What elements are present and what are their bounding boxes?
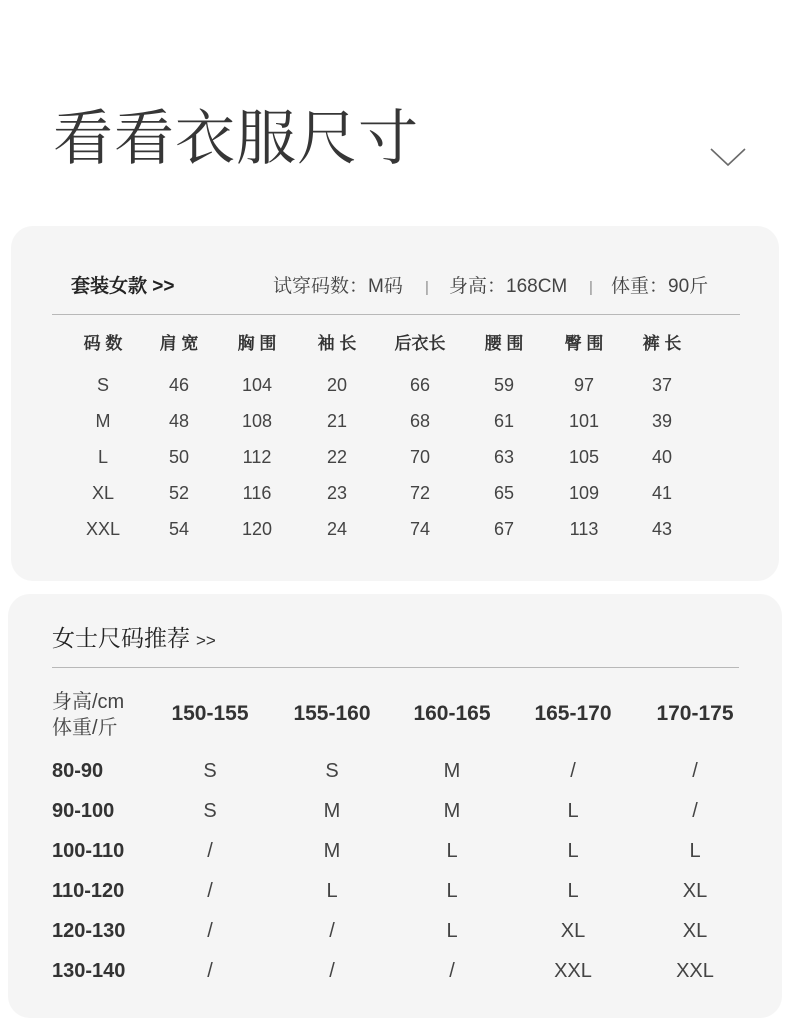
table-cell: S <box>325 760 339 782</box>
table-header-cell: 155-160 <box>293 702 371 725</box>
table-header-cell: 肩 宽 <box>159 334 199 353</box>
divider <box>52 314 740 315</box>
table-cell: 70 <box>409 447 431 467</box>
table-cell: S <box>203 760 217 782</box>
fit-size-info: 试穿码数：M码 <box>273 276 403 297</box>
recommendation-title-suffix: >> <box>196 631 216 650</box>
table-row <box>11 483 779 503</box>
table-cell: 63 <box>493 447 515 467</box>
table-cell: S <box>203 800 217 822</box>
table-cell: 113 <box>569 519 599 539</box>
table-cell: 120 <box>241 519 273 539</box>
size-table-title: 套装女款 >> <box>71 276 175 297</box>
table-cell: / <box>329 920 335 942</box>
size-recommendation-card <box>8 594 782 1018</box>
table-cell: 108 <box>241 411 273 431</box>
row-label: 130-140 <box>52 960 126 982</box>
table-cell: 67 <box>493 519 515 539</box>
table-cell: 20 <box>326 375 348 395</box>
table-cell: 37 <box>651 375 673 395</box>
row-label: 120-130 <box>52 920 126 942</box>
table-cell: L <box>446 840 458 862</box>
table-cell: 52 <box>168 483 190 503</box>
table-cell: 43 <box>651 519 673 539</box>
table-cell: 48 <box>168 411 190 431</box>
table-row <box>8 879 782 903</box>
table-cell: 41 <box>651 483 673 503</box>
table-header-cell: 裤 长 <box>642 334 682 353</box>
table-cell: S <box>96 375 109 395</box>
table-header-cell: 码 数 <box>83 334 123 353</box>
table-cell: / <box>207 840 213 862</box>
table-cell: 68 <box>409 411 431 431</box>
table-cell: / <box>207 920 213 942</box>
fit-height-info: 身高：168CM <box>449 276 568 297</box>
table-header-row <box>11 334 779 354</box>
table-cell: / <box>329 960 335 982</box>
table-cell: / <box>449 960 455 982</box>
table-cell: XXL <box>554 960 592 982</box>
table-cell: 109 <box>568 483 600 503</box>
corner-header-weight: 体重/斤 <box>52 717 118 739</box>
table-cell: 72 <box>409 483 431 503</box>
corner-header-height: 身高/cm <box>52 691 125 713</box>
table-cell: L <box>689 840 701 862</box>
recommendation-title-wrap <box>52 625 216 654</box>
recommendation-title: 女士尺码推荐 <box>52 625 190 651</box>
table-cell: 105 <box>568 447 600 467</box>
table-cell: M <box>95 411 111 431</box>
table-cell: 22 <box>326 447 348 467</box>
table-header-cell: 后衣长 <box>394 334 446 353</box>
table-cell: 104 <box>241 375 273 395</box>
table-header-cell: 腰 围 <box>484 334 524 353</box>
table-cell: XL <box>682 880 708 902</box>
table-cell: 46 <box>168 375 190 395</box>
table-cell: 116 <box>242 483 272 503</box>
table-row <box>8 919 782 943</box>
divider <box>52 667 739 668</box>
table-cell: 59 <box>493 375 515 395</box>
row-label: 80-90 <box>52 760 104 782</box>
table-cell: XXL <box>85 519 121 539</box>
row-label: 90-100 <box>52 800 115 822</box>
table-cell: M <box>323 840 341 862</box>
table-cell: 101 <box>568 411 600 431</box>
table-cell: 74 <box>409 519 431 539</box>
table-cell: L <box>326 880 338 902</box>
table-row <box>11 411 779 431</box>
table-cell: XXL <box>676 960 714 982</box>
row-label: 110-120 <box>52 880 125 902</box>
table-row <box>11 447 779 467</box>
table-cell: 65 <box>493 483 515 503</box>
table-row <box>11 519 779 539</box>
table-header-cell: 160-165 <box>413 702 491 725</box>
fit-weight-info: 体重：90斤 <box>611 276 709 297</box>
table-cell: L <box>446 920 458 942</box>
table-cell: 112 <box>242 447 272 467</box>
table-cell: 39 <box>651 411 673 431</box>
table-cell: L <box>567 800 579 822</box>
page-title: 看看衣服尺寸 <box>53 105 419 172</box>
table-cell: 50 <box>168 447 190 467</box>
table-cell: M <box>323 800 341 822</box>
table-header-cell: 臀 围 <box>564 334 604 353</box>
table-cell: 61 <box>493 411 515 431</box>
fit-info-separator: | <box>589 279 593 296</box>
table-cell: M <box>443 760 461 782</box>
table-cell: XL <box>560 920 586 942</box>
table-cell: L <box>446 880 458 902</box>
table-cell: 24 <box>326 519 348 539</box>
table-cell: 54 <box>168 519 190 539</box>
table-cell: XL <box>682 920 708 942</box>
table-cell: 23 <box>326 483 348 503</box>
table-row <box>8 959 782 983</box>
table-cell: / <box>207 960 213 982</box>
table-row <box>11 375 779 395</box>
table-cell: L <box>567 880 579 902</box>
row-label: 100-110 <box>52 840 125 862</box>
table-cell: / <box>207 880 213 902</box>
table-cell: / <box>692 760 698 782</box>
table-cell: L <box>97 447 108 467</box>
table-header-cell: 胸 围 <box>237 334 277 353</box>
chevron-down-icon <box>709 146 747 168</box>
table-header-cell: 袖 长 <box>317 334 357 353</box>
table-cell: 40 <box>651 447 673 467</box>
table-row <box>8 799 782 823</box>
table-cell: M <box>443 800 461 822</box>
table-cell: 21 <box>326 411 348 431</box>
table-header-cell: 165-170 <box>534 702 612 725</box>
fit-info-separator: | <box>425 279 429 296</box>
table-cell: / <box>692 800 698 822</box>
table-row <box>8 839 782 863</box>
table-cell: XL <box>91 483 115 503</box>
table-cell: / <box>570 760 576 782</box>
table-header-cell: 170-175 <box>656 702 734 725</box>
table-header-cell: 150-155 <box>171 702 249 725</box>
size-table-card <box>11 226 779 581</box>
table-cell: 97 <box>573 375 595 395</box>
table-header-row <box>8 702 782 726</box>
table-row <box>8 759 782 783</box>
table-cell: 66 <box>409 375 431 395</box>
table-cell: L <box>567 840 579 862</box>
